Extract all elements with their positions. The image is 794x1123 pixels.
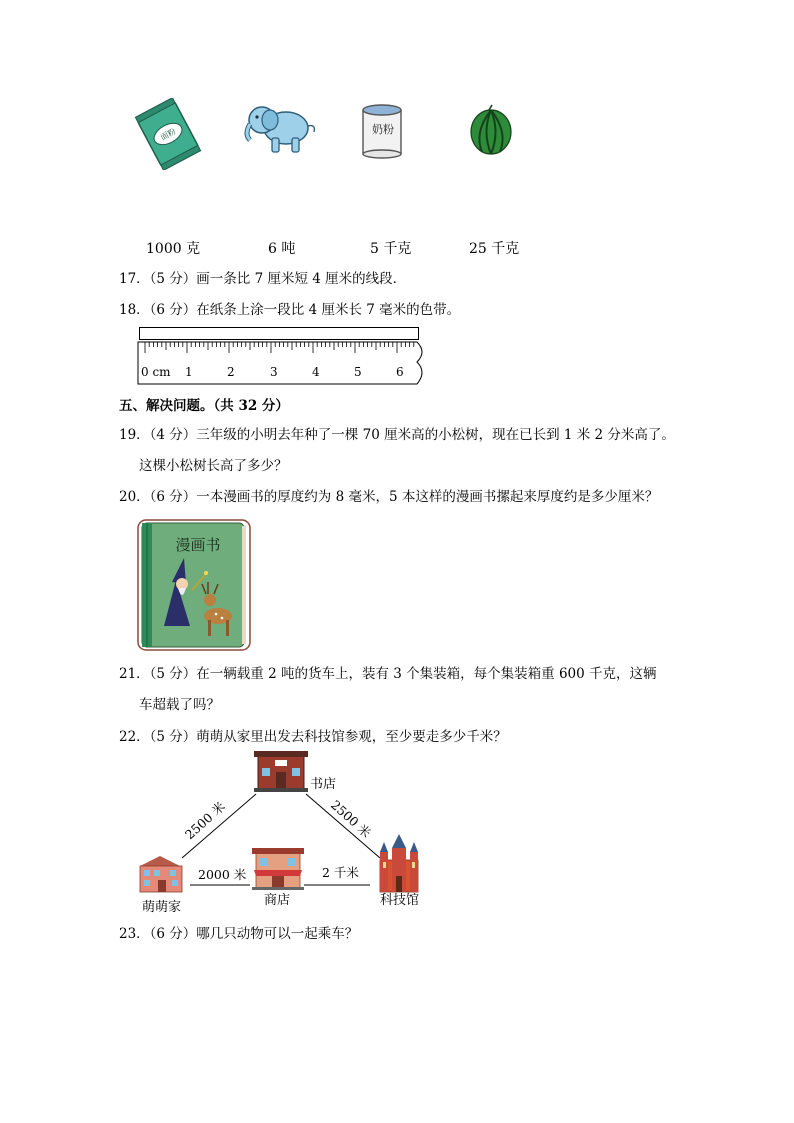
weight-option-1: 1000 克 (146, 241, 201, 257)
ruler-label-0: 0 cm (141, 365, 171, 379)
paper-strip (139, 327, 419, 340)
distance-home-shop: 2000 米 (198, 867, 247, 882)
question-19-line-1: 19．（4 分）三年级的小明去年种了一棵 70 厘米高的小松树，现在已长到 1 米 2 分米高了。 (119, 427, 675, 443)
question-21-line-2: 车超载了吗？ (139, 697, 220, 713)
label-bookstore: 书店 (310, 777, 337, 792)
weight-option-4: 25 千克 (469, 241, 520, 257)
question-23: 23．（6 分）哪几只动物可以一起乘车？ (119, 926, 359, 942)
museum-building-icon (380, 834, 418, 892)
question-20: 20．（6 分）一本漫画书的厚度约为 8 毫米，5 本这样的漫画书摞起来厚度约是多少厘米？ (119, 489, 659, 505)
section-5-heading: 五、解决问题。（共 32 分） (119, 398, 289, 414)
milk-powder-label: 奶粉 (372, 123, 394, 136)
ruler-label-1: 1 (185, 365, 193, 379)
weight-option-2: 6 吨 (268, 241, 296, 257)
label-shop: 商店 (264, 893, 291, 908)
ruler (137, 340, 427, 388)
weight-option-3: 5 千克 (370, 241, 412, 257)
question-22: 22．（5 分）萌萌从家里出发去科技馆参观，至少要走多少千米？ (119, 729, 507, 745)
question-18: 18．（6 分）在纸条上涂一段比 4 厘米长 7 毫米的色带。 (119, 302, 461, 318)
book-title: 漫画书 (175, 536, 221, 554)
label-museum: 科技馆 (380, 893, 420, 908)
shop-building-icon (252, 848, 304, 890)
ruler-label-3: 3 (270, 365, 278, 379)
question-21-line-1: 21．（5 分）在一辆载重 2 吨的货车上，装有 3 个集装箱，每个集装箱重 600 千克，这辆 (119, 666, 657, 682)
home-building-icon (140, 856, 182, 892)
ruler-label-4: 4 (312, 365, 320, 379)
ruler-label-5: 5 (354, 365, 362, 379)
comic-book-image (136, 518, 252, 652)
distance-shop-museum: 2 千米 (322, 865, 359, 880)
question-19-line-2: 这棵小松树长高了多少？ (139, 458, 288, 474)
milk-powder-can-image (360, 102, 404, 160)
route-map (130, 748, 440, 918)
flour-label: 面粉 (159, 126, 178, 143)
ruler-label-2: 2 (227, 365, 235, 379)
distance-bookstore-museum: 2500 米 (327, 797, 374, 841)
flour-bag-image (133, 98, 203, 170)
ruler-label-6: 6 (396, 365, 404, 379)
question-17: 17．（5 分）画一条比 7 厘米短 4 厘米的线段． (119, 271, 407, 287)
label-home: 萌萌家 (142, 900, 182, 915)
elephant-image (242, 100, 320, 158)
bookstore-building-icon (254, 751, 308, 792)
watermelon-image (468, 104, 514, 156)
distance-home-bookstore: 2500 米 (181, 798, 228, 843)
